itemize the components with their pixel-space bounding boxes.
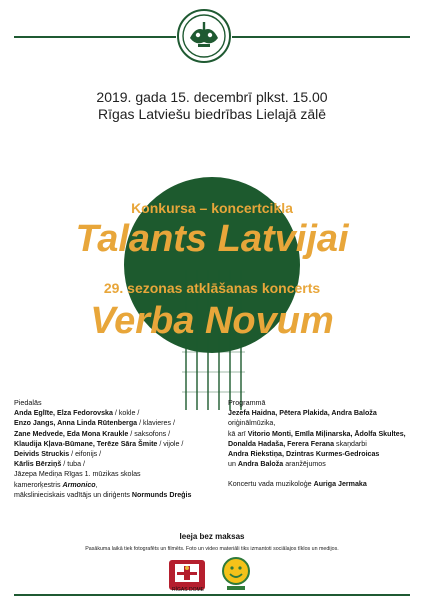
composers-line-2: kā arī Vitorio Monti, Emīla Miļinarska, Ādolfa Skultes, [228,429,406,438]
arrangers-line-2: un Andra Baloža aranžējumos [228,460,326,469]
guitar-graphic [0,120,424,410]
emblem-icon [176,8,232,64]
participant-line: Anda Eglīte, Elza Fedorovska / kokle / [14,409,140,418]
participants-column [14,398,214,500]
free-entry-notice: Ieeja bez maksas [179,532,245,541]
orchestra-line: kamerorķestris Armonico, [14,480,98,489]
subtitle-season: 29. sezonas atklāšanas koncerts [103,280,321,296]
title-talants-latvijai: Talants Latvijai [75,218,349,260]
participant-line: Klaudija Kļava-Būmane, Terēze Sāra Šmite / vijole / [14,439,184,448]
subtitle-contest: Konkursa – koncertcikla [131,200,293,216]
arrangers-line-1: Andra Riekstiņa, Dzintras Kurmes-Gedroicas [228,450,380,459]
participant-line: Zane Medvede, Eda Mona Kraukle / saksofons / [14,429,171,438]
composers-line-1: Jezefa Haidna, Pētera Plakida, Andra Baloža [228,409,377,418]
participant-line: Enzo Jangs, Anna Linda Rūtenberga / klavieres / [14,419,175,428]
composers-line-3: Donalda Hadaša, Ferera Ferana skaņdarbi [228,439,367,448]
bottom-rule [14,594,410,596]
program-column [228,398,418,490]
event-date: 2019. gada 15. decembrī plkst. 15.00 [96,89,328,105]
riga-dome-label: RĪGAS DOME [172,587,204,593]
participant-line: Deivids Struckis / eifonijs / [14,450,102,459]
program-heading: Programmā [228,398,266,407]
original-music-line: oriģinālmūzika, [228,419,276,428]
participant-line: Kārlis Bērziņš / tuba / [14,460,85,469]
photo-notice: Pasākuma laikā tiek fotografēts un filmēts. Foto un video materiāli tiks izmantoti sociālajos tīklos un medijos. [85,546,339,552]
smile-logo-icon [221,556,251,592]
title-verba-novum: Verba Novum [90,300,334,342]
event-venue: Rīgas Latviešu biedrības Lielajā zālē [97,106,327,122]
host-line: Koncertu vada muzikoloģe Auriga Jermaka [228,480,367,489]
participants-heading: Piedalās [14,398,42,407]
school-line: Jāzepa Mediņa Rīgas 1. mūzikas skolas [14,470,141,479]
director-line: mākslinieciskais vadītājs un diriģents Normunds Dreģis [14,490,192,499]
